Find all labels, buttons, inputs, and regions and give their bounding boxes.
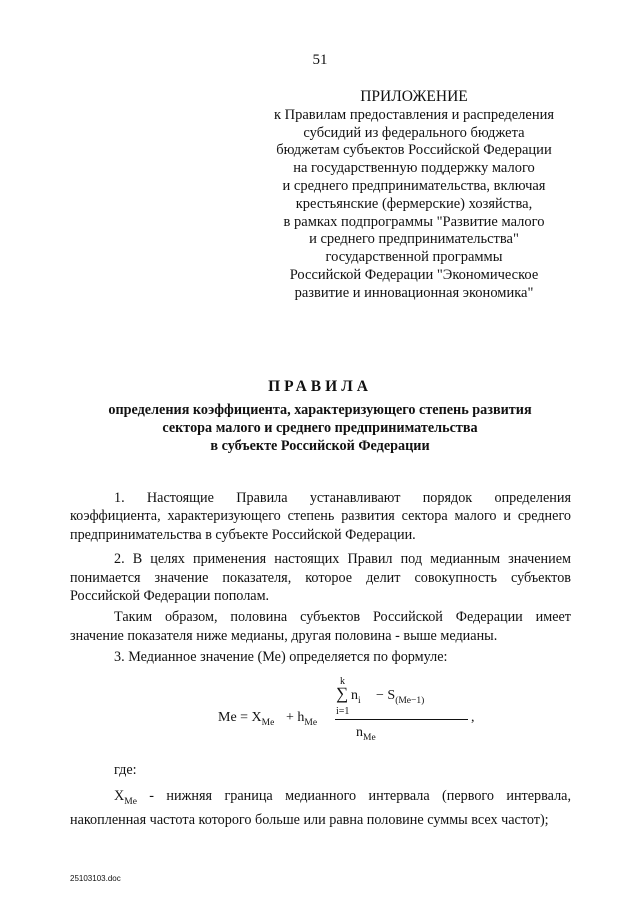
denominator: $n_{Me}$	[356, 725, 376, 743]
annex-line: государственной программы	[325, 249, 503, 266]
rules-subtitle	[70, 401, 570, 455]
page-number: 51	[312, 52, 328, 68]
rules-heading: ПРАВИЛА	[268, 378, 372, 395]
definition-symbol: X	[114, 788, 125, 804]
annex-line: развитие и инновационная экономика"	[294, 284, 534, 301]
annex-line: и среднего предпринимательства"	[309, 231, 519, 248]
paragraph-1: 1. Настоящие Правила устанавливают порядок определения коэффициента, характеризующего степень развития сектора малого и среднего предпринимательства в субъекте Российской Федерации.	[70, 490, 571, 543]
annex-line: и среднего предпринимательства, включая	[282, 177, 546, 194]
paragraph-4: 3. Медианное значение (Ме) определяется по формуле:	[114, 649, 448, 666]
formula-comma: ,	[471, 710, 475, 725]
formula-h-term: + $h_{Me}$	[286, 710, 318, 728]
annex-line: субсидий из федерального бюджета	[303, 124, 525, 141]
rules-subtitle-line: определения коэффициента, характеризующего степень развития	[108, 402, 532, 418]
sum-lower-limit: i=1	[336, 706, 350, 717]
definition-x-me	[70, 787, 571, 830]
sum-symbol: ∑	[336, 684, 349, 703]
paragraph-2: 2. В целях применения настоящих Правил под медианным значением понимается значение показателя, которое делит совокупность субъектов Российской Федерации пополам.	[70, 551, 571, 605]
sum-upper-limit: k	[340, 676, 345, 687]
rules-subtitle-line: сектора малого и среднего предпринимательства	[162, 420, 478, 436]
annex-line: в рамках подпрограммы "Развитие малого	[283, 213, 545, 230]
median-formula	[218, 676, 475, 746]
annex-line: крестьянские (фермерские) хозяйства,	[295, 195, 533, 212]
body-text	[70, 489, 571, 673]
annex-line: на государственную поддержку малого	[293, 160, 535, 177]
footer-filename: 25103103.doc	[70, 874, 121, 883]
numerator-s: − $S_{(Me-1)}$	[376, 688, 425, 706]
where-label: где:	[114, 762, 137, 778]
definition-text: - нижняя граница медианного интервала (первого интервала, накопленная частота которого больше или равна половине суммы всех частот);	[70, 788, 571, 829]
rules-subtitle-line: в субъекте Российской Федерации	[210, 438, 430, 454]
numerator-n: $n_i$	[351, 688, 361, 706]
annex-line: бюджетам субъектов Российской Федерации	[276, 142, 552, 159]
annex-line: к Правилам предоставления и распределения	[273, 106, 555, 123]
annex-block	[256, 88, 572, 303]
fraction-line	[335, 719, 468, 720]
formula-lhs: $Me = X_{Me}$	[218, 710, 275, 728]
definition-symbol-sub: Me	[124, 796, 137, 807]
paragraph-3: Таким образом, половина субъектов Российской Федерации имеет значение показателя ниже медианы, другая половина - выше медианы.	[70, 609, 571, 644]
annex-line: Российской Федерации "Экономическое	[289, 266, 539, 283]
annex-title: ПРИЛОЖЕНИЕ	[360, 88, 468, 105]
